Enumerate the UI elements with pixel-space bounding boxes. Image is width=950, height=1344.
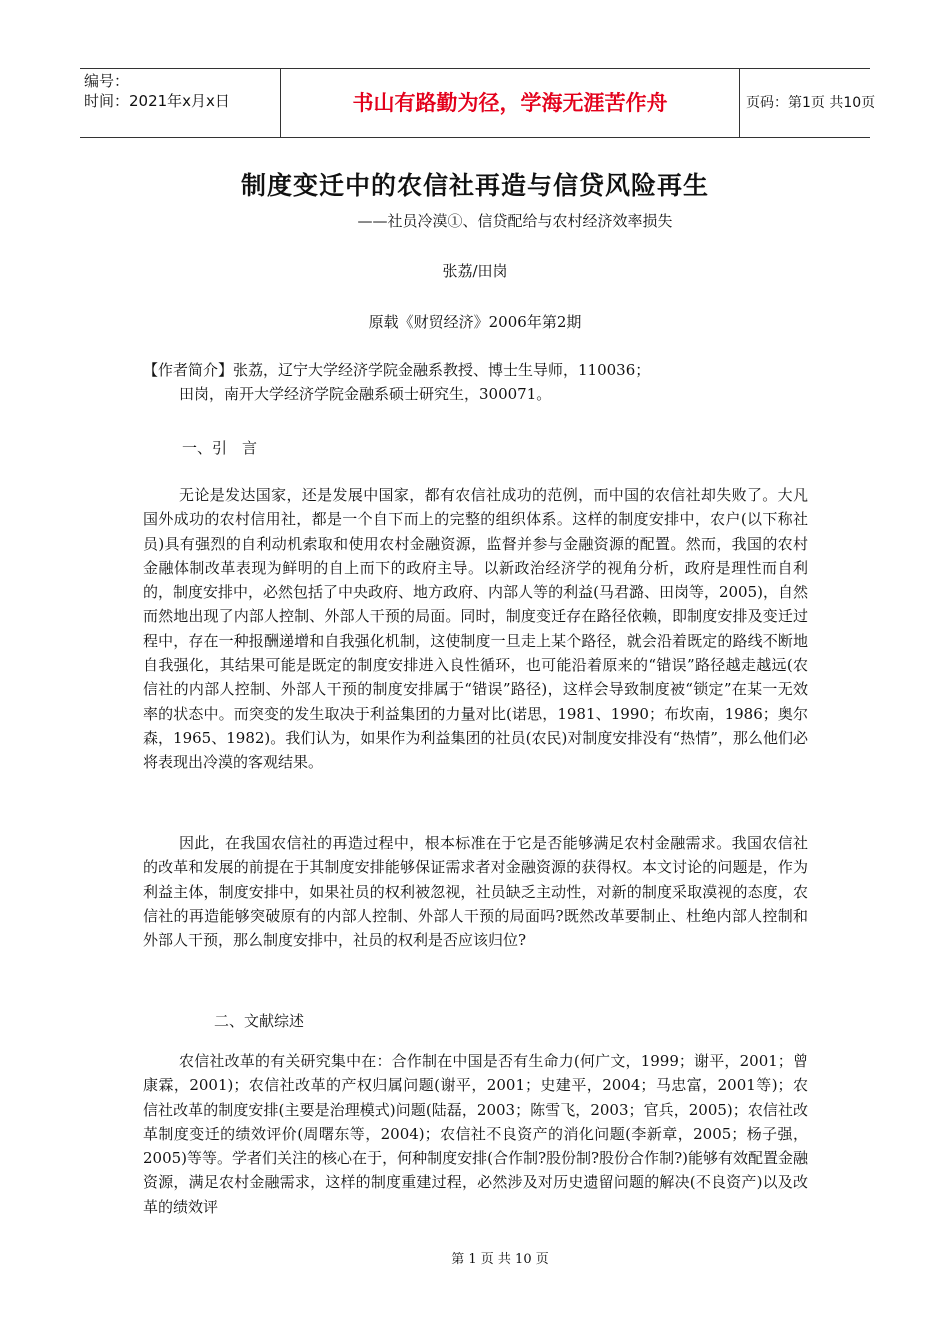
date-label: 时间：2021年x月x日: [84, 92, 230, 110]
article-title: 制度变迁中的农信社再造与信贷风险再生: [240, 171, 709, 200]
section-1-paragraph-1: 无论是发达国家，还是发展中国家，都有农信社成功的范例，而中国的农信社却失败了。大凡国外成功的农村信用社，都是一个自下而上的完整的组织体系。这样的制度安排中，农户(以下称社员)具有强烈的自利动机索取和使用农村金融资源，监督并参与金融资源的配置。然而，我国的农村金融体制改革表现为鲜明的自上而下的政府主导。以新政治经济学的视角分析，政府是理性而自利的，制度安排中，必然包括了中央政府、地方政府、内部人等的利益(马君潞、田岗等，2005)，自然而然地出现了内部人控制、外部人干预的局面。同时，制度变迁存在路径依赖，即制度安排及变迁过程中，存在一种报酬递增和自我强化机制，这使制度一旦走上某个路径，就会沿着既定的路线不断地自我强化，其结果可能是既定的制度安排进入良性循环，也可能沿着原来的“错误”路径越走越远(农信社的内部人控制、外部人干预的制度安排属于“错误”路径)，这样会导致制度被“锁定”在某一无效率的状态中。而突变的发生取决于利益集团的力量对比(诺思，1981、1990；布坎南，1986；奥尔森，1965、1982)。我们认为，如果作为利益集团的社员(农民)对制度安排没有“热情”，那么他们必将表现出冷漠的客观结果。: [143, 486, 808, 772]
header-page-info: 页码：第1页 共10页: [746, 95, 876, 111]
article-source: 原载《财贸经济》2006年第2期: [368, 313, 582, 331]
author-note-line-1: 【作者简介】张荔，辽宁大学经济学院金融系教授、博士生导师，110036；: [143, 361, 651, 379]
article-subtitle: ——社员冷漠①、信贷配给与农村经济效率损失: [357, 212, 673, 230]
article-authors: 张荔/田岗: [442, 262, 508, 280]
header-left: [80, 69, 284, 139]
header-motto-cell: [280, 69, 740, 137]
section-1-paragraph-2: 因此，在我国农信社的再造过程中，根本标准在于它是否能够满足农村金融需求。我国农信社的改革和发展的前提在于其制度安排能够保证需求者对金融资源的获得权。本文讨论的问题是，作为利益主体，制度安排中，如果社员的权利被忽视，社员缺乏主动性，对新的制度采取漠视的态度，农信社的再造能够突破原有的内部人控制、外部人干预的局面吗?既然改革要制止、杜绝内部人控制和外部人干预，那么制度安排中，社员的权利是否应该归位?: [143, 834, 808, 950]
author-note: [143, 358, 808, 407]
page-footer: 第 1 页 共 10 页: [451, 1252, 549, 1267]
author-note-line-2: 田岗，南开大学经济学院金融系硕士研究生，300071。: [179, 385, 552, 404]
section-1-heading: 一、引 言: [182, 439, 258, 457]
section-2-paragraph-1: 农信社改革的有关研究集中在：合作制在中国是否有生命力(何广文，1999；谢平，2001；曾康霖，2001)；农信社改革的产权归属问题(谢平，2001；史建平，2004；马忠富，2001等)；农信社改革的制度安排(主要是治理模式)问题(陆磊，2003；陈雪飞，2003；官兵，2005)；农信社改革制度变迁的绩效评价(周曙东等，2004)；农信社不良资产的消化问题(李新章，2005；杨子强，2005)等等。学者们关注的核心在于，何种制度安排(合作制?股份制?股份合作制?)能够有效配置金融资源，满足农村金融需求，这样的制度重建过程，必然涉及对历史遗留问题的解决(不良资产)以及改革的绩效评: [143, 1052, 808, 1216]
page-header: [80, 68, 876, 138]
code-label: 编号：: [84, 72, 130, 90]
section-2-heading: 二、文献综述: [214, 1012, 305, 1030]
motto: 书山有路勤为径，学海无涯苦作舟: [352, 91, 668, 115]
